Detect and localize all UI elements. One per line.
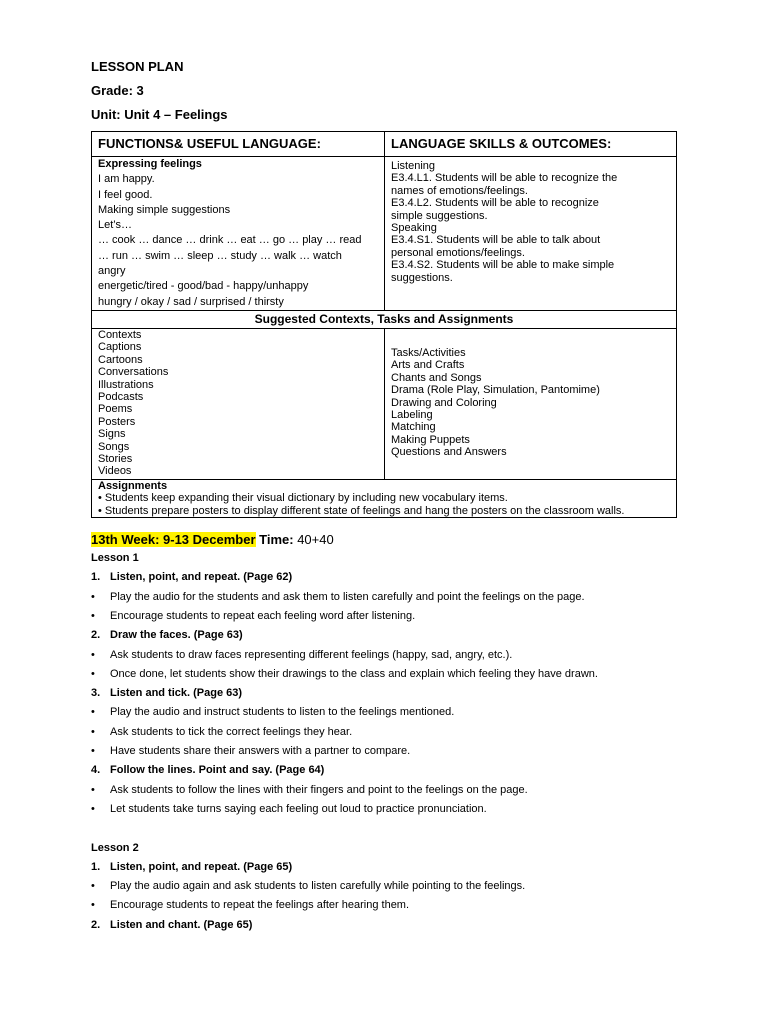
context-item: Contexts [98, 328, 142, 341]
task-item: Arts and Crafts [391, 359, 465, 372]
task-item: Labeling [391, 409, 433, 421]
context-item: Illustrations [98, 378, 154, 391]
activity-step: Ask students to tick the correct feelings they hear. [110, 725, 353, 738]
functions-line: energetic/tired - good/bad - happy/unhappy [98, 280, 309, 293]
functions-line: I feel good. [98, 188, 153, 201]
activity-step: Let students take turns saying each feeling out loud to practice pronunciation. [110, 802, 487, 815]
bullet-icon: • [91, 880, 95, 893]
functions-line: … cook … dance … drink … eat … go … play … read [98, 234, 362, 247]
activity-step: Play the audio and instruct students to listen to the feelings mentioned. [110, 706, 455, 719]
skills-cell [385, 157, 677, 311]
context-item: Captions [98, 341, 142, 354]
skills-line: E3.4.S1. Students will be able to talk about [391, 234, 601, 247]
skills-line: Listening [391, 160, 436, 172]
bullet-icon: • [91, 706, 95, 719]
assignments-title: Assignments [98, 479, 168, 492]
assignment-item: • Students prepare posters to display different state of feelings and hang the posters on the classroom walls. [98, 504, 625, 517]
skills-line: personal emotions/feelings. [391, 246, 525, 259]
context-item: Songs [98, 440, 130, 453]
activity-title: Listen, point, and repeat. (Page 65) [110, 860, 293, 873]
functions-header: FUNCTIONS& USEFUL LANGUAGE: [92, 132, 385, 157]
activity-number: 2. [91, 918, 101, 931]
activity-title: Draw the faces. (Page 63) [110, 629, 243, 642]
bullet-icon: • [91, 590, 95, 603]
activity-title: Follow the lines. Point and say. (Page 64) [110, 764, 325, 777]
activity-step: Play the audio for the students and ask them to listen carefully and point the feelings on the page. [110, 590, 585, 603]
time-value: 40+40 [297, 532, 334, 547]
task-item: Matching [391, 421, 436, 434]
activity-step: Ask students to draw faces representing different feelings (happy, sad, angry, etc.). [110, 648, 513, 661]
activity-title: Listen and chant. (Page 65) [110, 918, 253, 931]
functions-cell [92, 157, 385, 311]
assignments-cell [92, 479, 677, 518]
lesson-title: Lesson 1 [91, 552, 139, 564]
task-item: Chants and Songs [391, 371, 482, 384]
task-item: Making Puppets [391, 433, 470, 446]
activity-number: 2. [91, 629, 101, 642]
document-title: LESSON PLAN [91, 59, 184, 74]
functions-line: Expressing feelings [98, 158, 202, 170]
grade-label: Grade: 3 [91, 83, 144, 98]
task-item: Drama (Role Play, Simulation, Pantomime) [391, 384, 600, 397]
task-item: Drawing and Coloring [391, 396, 497, 409]
activity-title: Listen, point, and repeat. (Page 62) [110, 571, 293, 584]
bullet-icon: • [91, 745, 95, 757]
context-item: Poems [98, 403, 133, 416]
assignment-item: • Students keep expanding their visual dictionary by including new vocabulary items. [98, 492, 508, 505]
activity-number: 4. [91, 764, 101, 777]
lesson-plan-table [91, 131, 677, 518]
skills-header: LANGUAGE SKILLS & OUTCOMES: [385, 132, 677, 157]
bullet-icon: • [91, 725, 95, 738]
week-line [91, 532, 334, 547]
skills-line: E3.4.L2. Students will be able to recognize [391, 197, 599, 210]
context-item: Cartoons [98, 353, 143, 366]
tasks-cell [385, 328, 677, 479]
suggested-header: Suggested Contexts, Tasks and Assignments [92, 310, 677, 328]
skills-line: names of emotions/feelings. [391, 184, 528, 197]
context-item: Videos [98, 465, 132, 478]
skills-line: E3.4.S2. Students will be able to make simple [391, 259, 615, 272]
skills-line: Speaking [391, 222, 437, 235]
contexts-cell [92, 328, 385, 479]
time-label: Time: [259, 532, 294, 547]
context-item: Podcasts [98, 391, 144, 403]
bullet-icon: • [91, 899, 95, 912]
activity-step: Have students share their answers with a partner to compare. [110, 745, 411, 757]
context-item: Posters [98, 415, 136, 428]
functions-line: … run … swim … sleep … study … walk … watch [98, 249, 342, 262]
activity-number: 1. [91, 571, 101, 584]
context-item: Stories [98, 453, 133, 466]
functions-line: hungry / okay / sad / surprised / thirsty [98, 295, 284, 308]
functions-line: Making simple suggestions [98, 203, 231, 216]
activity-number: 3. [91, 687, 101, 700]
activity-step: Ask students to follow the lines with their fingers and point to the feelings on the page. [110, 783, 528, 796]
activity-title: Listen and tick. (Page 63) [110, 687, 243, 700]
activity-step: Play the audio again and ask students to listen carefully while pointing to the feelings. [110, 880, 526, 893]
activity-step: Encourage students to repeat each feeling word after listening. [110, 609, 416, 622]
bullet-icon: • [91, 802, 95, 815]
task-item: Tasks/Activities [391, 346, 466, 359]
week-label: 13th Week: 9-13 December [91, 532, 256, 547]
unit-label: Unit: Unit 4 – Feelings [91, 107, 228, 122]
skills-line: E3.4.L1. Students will be able to recognize the [391, 172, 618, 185]
bullet-icon: • [91, 783, 95, 796]
functions-line: angry [98, 265, 126, 278]
context-item: Signs [98, 428, 126, 441]
functions-line: I am happy. [98, 173, 155, 186]
task-item: Questions and Answers [391, 446, 507, 459]
activity-step: Once done, let students show their drawings to the class and explain which feeling they have drawn. [110, 667, 598, 680]
skills-line: suggestions. [391, 271, 453, 284]
activity-step: Encourage students to repeat the feelings after hearing them. [110, 899, 410, 912]
bullet-icon: • [91, 648, 95, 661]
context-item: Conversations [98, 366, 169, 379]
lesson-title: Lesson 2 [91, 841, 139, 854]
bullet-icon: • [91, 667, 95, 680]
activity-number: 1. [91, 860, 101, 873]
bullet-icon: • [91, 609, 95, 622]
skills-line: simple suggestions. [391, 209, 488, 222]
functions-line: Let’s… [98, 219, 133, 232]
